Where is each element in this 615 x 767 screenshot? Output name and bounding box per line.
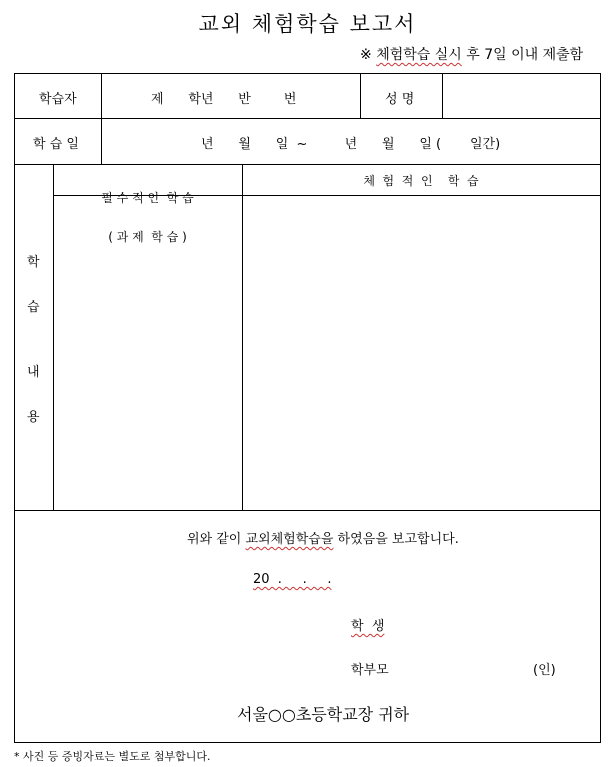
- row-divider: [15, 164, 600, 165]
- required-learning-area[interactable]: [55, 197, 241, 509]
- report-date-field[interactable]: 20 . . .: [253, 572, 332, 587]
- date-range-field[interactable]: 년 월 일 ~ 년 월 일 ( 일간): [201, 137, 501, 152]
- row-divider: [15, 510, 600, 511]
- note-part-2: 후 7일 이내 제출함: [461, 47, 584, 63]
- required-learning-line1: 필 수 적 인 학 습: [101, 191, 194, 205]
- required-learning-line2: ( 과 제 학 습 ): [108, 230, 187, 244]
- side-label-char: 용: [27, 410, 40, 425]
- submission-note: [360, 44, 583, 64]
- recipient-line: 서울○○초등학교장 귀하: [237, 705, 410, 724]
- col-divider: [360, 74, 361, 118]
- report-sentence-underlined: 교외체험학습을: [245, 532, 334, 547]
- note-part-1: 체험학습 실시: [376, 47, 462, 63]
- experiential-learning-area[interactable]: [244, 197, 599, 509]
- col-divider: [442, 74, 443, 118]
- date-label: 학 습 일: [33, 137, 79, 152]
- name-field[interactable]: [447, 80, 595, 112]
- side-label-char: 습: [27, 300, 40, 315]
- student-label: 학습자: [39, 92, 77, 107]
- student-signature-label: 학 생: [351, 619, 385, 634]
- experiential-learning-heading: 체 험 적 인 학 습: [363, 174, 479, 188]
- grade-class-field[interactable]: 제 학년 반 번: [151, 92, 297, 107]
- footer-note: * 사진 등 증빙자료는 별도로 첨부합니다.: [14, 750, 211, 763]
- row-divider: [15, 118, 600, 119]
- side-label-char: 내: [27, 365, 40, 380]
- report-form: [14, 73, 601, 743]
- seal-mark: (인): [533, 663, 556, 678]
- side-label-char: 학: [27, 255, 40, 270]
- report-sentence-post: 하였음을 보고합니다.: [333, 532, 459, 547]
- report-sentence: [187, 528, 459, 547]
- col-divider: [242, 164, 243, 510]
- name-label: 성 명: [385, 92, 415, 107]
- parent-signature-label: 학부모: [351, 663, 389, 678]
- document-title: 교외 체험학습 보고서: [198, 12, 417, 36]
- note-mark: ※: [360, 47, 372, 63]
- col-divider: [101, 74, 102, 164]
- report-sentence-pre: 위와 같이: [187, 532, 246, 547]
